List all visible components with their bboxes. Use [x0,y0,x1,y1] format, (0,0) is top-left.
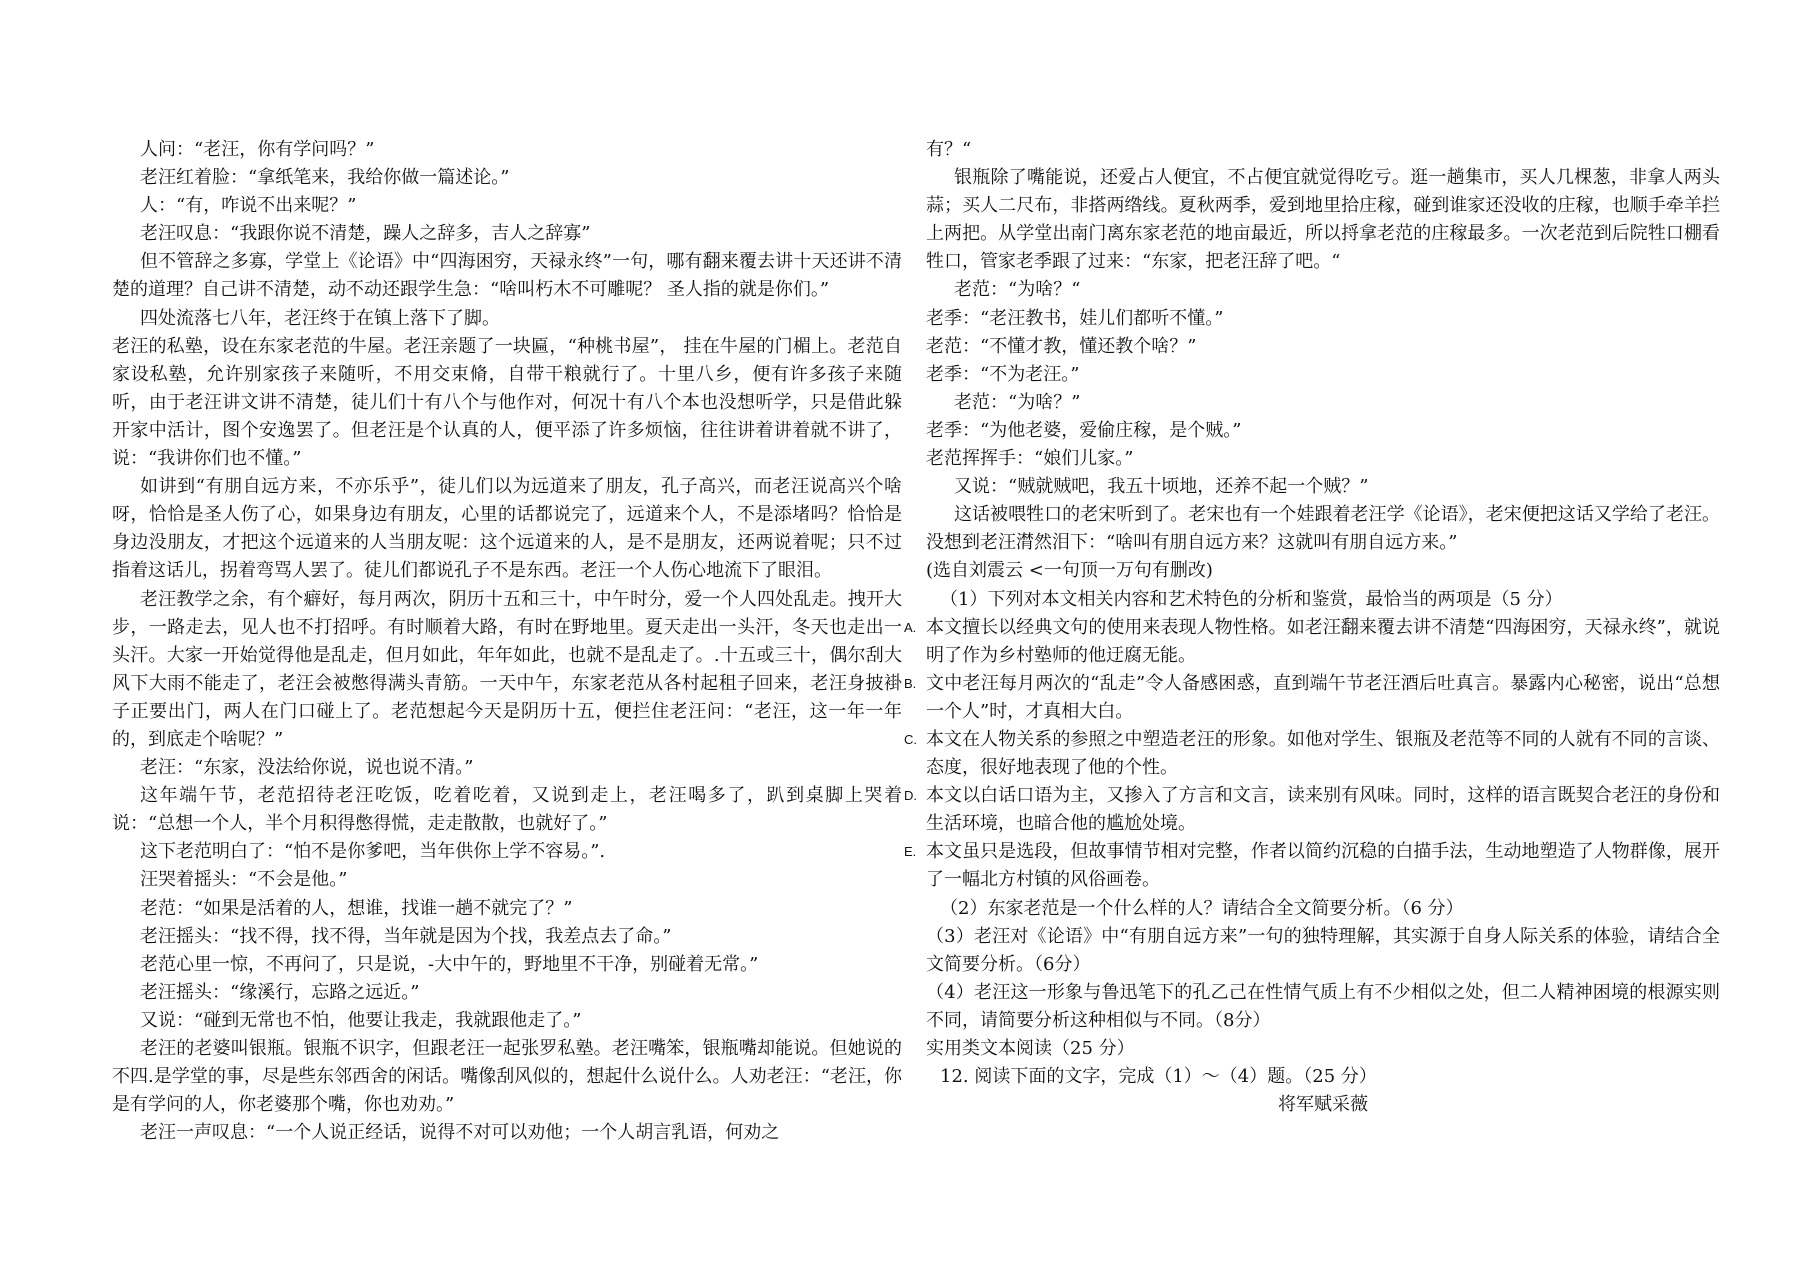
paragraph: 老季：“老汪教书，娃儿们都听不懂。” [926,307,1224,329]
section-heading: 实用类文本阅读（25 分） [926,1038,1135,1059]
paragraph: 老季：“为他老婆，爱偷庄稼，是个贼。” [926,419,1242,441]
paragraph: 人：“有，咋说不出来呢？” [140,195,357,217]
paragraph: 这下老范明白了：“怕不是你爹吧，当年供你上学不容易。”. [140,841,606,863]
paragraph: 老范：“为啥？” [954,391,1081,413]
question-1: （1）下列对本文相关内容和艺术特色的分析和鉴赏，最恰当的两项是（5 分） [940,588,1563,610]
option-d [904,782,1720,838]
paragraph: 老汪的私塾，设在东家老范的牛屋。老汪亲题了一块匾，“种桃书屋”， 挂在牛屋的门楣上。老范自家设私塾，允许别家孩子来随听，不用交束脩，自带干粮就行了。十里八乡，便有许多孩子来随听，由于老汪讲文讲不清楚，徒儿们十有八个与他作对，何况十有八个本也没想听学，只是借此躲开家中活计，图个安逸罢了。但老汪是个认真的人，便平添了许多烦恼，往往讲着讲着就不讲了，说：“我讲你们也不懂。” [112,335,902,470]
paragraph: 银瓶除了嘴能说，还爱占人便宜，不占便宜就觉得吃亏。逛一趟集市，买人几棵葱，非拿人两头蒜；买人二尺布，非搭两绺线。夏秋两季，爱到地里拾庄稼，碰到谁家还没收的庄稼，也顺手牵羊拦上两把。从学堂出南门离东家老范的地亩最近，所以捋拿老范的庄稼最多。一次老范到后院牲口棚看牲口，管家老季跟了过来：“东家，把老汪辞了吧。“ [926,167,1720,273]
right-column [904,136,1720,1119]
left-column [112,136,902,1147]
question-12: 12. 阅读下面的文字，完成（1）～（4）题。（25 分） [940,1066,1377,1088]
paragraph: 但不管辞之多寡，学堂上《论语》中“四海困穷，天禄永终”一句，哪有翻来覆去讲十天还讲不清楚的道理？自己讲不清楚，动不动还跟学生急：“啥叫朽木不可雕呢？ 圣人指的就是你们。” [112,251,902,301]
option-text: 本文虽只是选段，但故事情节相对完整，作者以简约沉稳的白描手法，生动地塑造了人物群像，展开了一幅北方村镇的风俗画卷。 [926,841,1720,891]
option-text: 本文在人物关系的参照之中塑造老汪的形象。如他对学生、银瓶及老范等不同的人就有不同的言谈、态度，很好地表现了他的个性。 [926,728,1720,779]
option-letter: E. [904,844,917,860]
option-a [904,614,1720,670]
question-3: （3）老汪对《论语》中“有朋自远方来”一句的独特理解，其实源于自身人际关系的体验，请结合全文简要分析。（6分） [926,925,1720,975]
paragraph: 老汪的老婆叫银瓶。银瓶不识字，但跟老汪一起张罗私塾。老汪嘴笨，银瓶嘴却能说。但她说的不四.是学堂的事，尽是些东邻西舍的闲话。嘴像刮风似的，想起什么说什么。人劝老汪：“老汪，你是有学问的人，你老婆那个嘴，你也劝劝。” [112,1038,902,1116]
paragraph: 老范：“如果是活着的人，想谁，找谁一趟不就完了？” [140,897,573,919]
source-note: (选自刘震云 <一句顶一万句有删改) [926,560,1213,582]
paragraph: 又说：“贼就贼吧，我五十顷地，还养不起一个贼？” [954,476,1369,498]
paragraph: 有？“ [926,139,972,160]
paragraph: 老季：“不为老汪。” [926,363,1080,385]
paragraph: 老汪叹息：“我跟你说不清楚，躁人之辞多，吉人之辞寡” [140,223,591,245]
paragraph: 老汪红着脸：“拿纸笔来，我给你做一篇述论。” [140,167,510,189]
option-text: 本文擅长以经典文句的使用来表现人物性格。如老汪翻来覆去讲不清楚“四海困穷，天禄永终”，就说明了作为乡村塾师的他迂腐无能。 [926,616,1720,666]
paragraph: 这年端午节，老范招待老汪吃饭，吃着吃着，又说到走上，老汪喝多了，趴到桌脚上哭着说：“总想一个人，半个月积得憋得慌，走走散散，也就好了。” [112,785,902,835]
paragraph: 如讲到“有朋自远方来，不亦乐乎”，徒儿们以为远道来了朋友，孔子高兴，而老汪说高兴个啥呀，恰恰是圣人伤了心，如果身边有朋友，心里的话都说完了，远道来个人，不是添堵吗？恰恰是身边没朋友，才把这个远道来的人当朋友呢：这个远道来的人，是不是朋友，还两说着呢；只不过指着这话儿，拐着弯骂人罢了。徒儿们都说孔子不是东西。老汪一个人伤心地流下了眼泪。 [112,476,902,582]
option-letter: C. [904,731,917,747]
paragraph: 老汪摇头：“找不得，找不得，当年就是因为个找，我差点去了命。” [140,925,672,947]
option-letter: A. [904,619,917,635]
option-b [904,670,1720,726]
paragraph: 四处流落七八年，老汪终于在镇上落下了脚。 [140,307,500,329]
option-text: 本文以白话口语为主，又掺入了方言和文言，读来别有风味。同时，这样的语言既契合老汪的身份和生活环境，也暗合他的尴尬处境。 [926,785,1720,835]
paragraph: 人问：“老汪，你有学问吗？” [140,139,375,160]
next-passage-title: 将军赋采薇 [1278,1094,1368,1116]
option-letter: D. [904,788,917,804]
paragraph: 老汪教学之余，有个癖好，每月两次，阴历十五和三十，中午时分，爱一个人四处乱走。拽开大步，一路走去，见人也不打招呼。有时顺着大路，有时在野地里。夏天走出一头汗，冬天也走出一头汗。大家一开始觉得他是乱走，但月如此，年年如此，也就不是乱走了。.十五或三十，偶尔刮大风下大雨不能走了，老汪会被憋得满头青筋。一天中午，东家老范从各村起租子回来，老汪身披褂子正要出门，两人在门口碰上了。老范想起今天是阴历十五，便拦住老汪问：“老汪，这一年一年的，到底走个啥呢？” [112,588,902,750]
paragraph: 老范挥挥手：“娘们儿家。” [926,448,1134,470]
question-2: （2）东家老范是一个什么样的人？请结合全文简要分析。（6 分） [940,897,1464,919]
paragraph: 老范：“不懂才教，懂还教个啥？” [926,335,1197,357]
paragraph: 老汪：“东家，没法给你说，说也说不清。” [140,757,474,779]
paragraph: 这话被喂牲口的老宋听到了。老宋也有一个娃跟着老汪学《论语》，老宋便把这话又学给了老汪。没想到老汪潸然泪下：“啥叫有朋自远方来？这就叫有朋自远方来。” [926,504,1720,554]
option-letter: B. [904,675,917,691]
paragraph: 老范：“为啥？“ [954,279,1081,301]
paragraph: 老汪摇头：“缘溪行，忘路之远近。” [140,981,420,1003]
paragraph: 又说：“碰到无常也不怕，他要让我走，我就跟他走了。” [140,1009,582,1031]
paragraph: 老范心里一惊，不再问了，只是说，-大中午的，野地里不干净，别碰着无常。” [140,953,759,975]
paragraph: 汪哭着摇头：“不会是他。” [140,869,348,891]
option-c [904,726,1720,782]
option-text: 文中老汪每月两次的“乱走”令人备感困惑，直到端午节老汪酒后吐真言。暴露内心秘密，说出“总想一个人”时，才真相大白。 [926,672,1720,722]
paragraph: 老汪一声叹息：“一个人说正经话，说得不对可以劝他；一个人胡言乳语，何劝之 [140,1122,780,1144]
option-e [904,838,1720,894]
question-4: （4）老汪这一形象与鲁迅笔下的孔乙己在性情气质上有不少相似之处，但二人精神困境的根源实则不同，请简要分析这种相似与不同。（8分） [926,981,1720,1031]
